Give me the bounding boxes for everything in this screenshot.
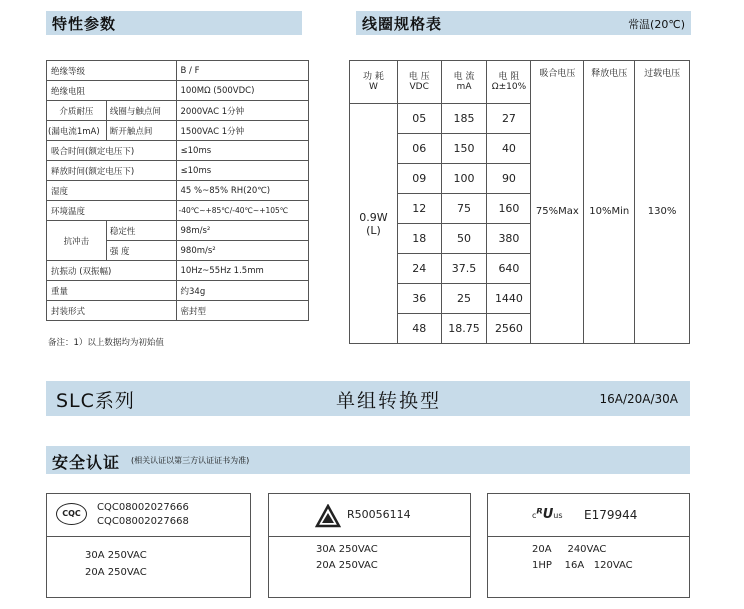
- cert-rating: 30A 250VAC: [85, 550, 147, 561]
- coil-voltage: 48: [397, 314, 441, 344]
- spec-group-label: 介质耐压: [47, 101, 107, 121]
- spec-group-label: 抗冲击: [47, 221, 107, 261]
- spec-value: ≤10ms: [176, 161, 308, 181]
- cert-header-bar: [46, 446, 690, 474]
- cqc-logo-icon: CQC: [56, 503, 87, 525]
- coil-resistance: 90: [487, 164, 531, 194]
- spec-value: 2000VAC 1分钟: [176, 101, 308, 121]
- coil-current: 50: [441, 224, 487, 254]
- table-row: [47, 121, 309, 141]
- series-type: 单组转换型: [336, 390, 442, 412]
- cert-box-ul: [487, 493, 690, 598]
- overload-value: 130%: [647, 206, 677, 217]
- spec-label: 环境温度: [47, 201, 177, 221]
- spec-label: 释放时间(额定电压下): [47, 161, 177, 181]
- spec-value: 1500VAC 1分钟: [176, 121, 308, 141]
- series-name: SLC系列: [56, 390, 135, 412]
- table-row: [47, 81, 309, 101]
- table-row: [47, 261, 309, 281]
- table-row: [47, 161, 309, 181]
- col-header-pickup: 吸合电压 75%Max: [531, 61, 584, 344]
- spec-label: 吸合时间(额定电压下): [47, 141, 177, 161]
- coil-current: 25: [441, 284, 487, 314]
- coil-resistance: 640: [487, 254, 531, 284]
- spec-value: 密封型: [176, 301, 308, 321]
- cert-code: E179944: [584, 508, 638, 522]
- coil-voltage: 18: [397, 224, 441, 254]
- cert-rating: 1HP 16A 120VAC: [532, 560, 633, 571]
- coil-voltage: 36: [397, 284, 441, 314]
- spec-sublabel: 线圈与触点间: [106, 101, 176, 121]
- power-value: 0.9W (L): [350, 104, 398, 344]
- cert-rating: 20A 250VAC: [316, 560, 378, 571]
- spec-value: 约34g: [176, 281, 308, 301]
- spec-label: 绝缘等级: [47, 61, 177, 81]
- col-header-overload: 过载电压 130%: [635, 61, 690, 344]
- spec-value: 45 %~85% RH(20℃): [176, 181, 308, 201]
- spec-sublabel: 强 度: [106, 241, 176, 261]
- pickup-value: 75%Max: [535, 206, 579, 217]
- cert-rating: 20A 250VAC: [85, 567, 147, 578]
- cert-rating: 30A 250VAC: [316, 544, 378, 555]
- coil-resistance: 2560: [487, 314, 531, 344]
- table-row: [47, 141, 309, 161]
- spec-value: 980m/s²: [176, 241, 308, 261]
- spec-value: 10Hz~55Hz 1.5mm: [176, 261, 308, 281]
- coil-resistance: 27: [487, 104, 531, 134]
- series-ratings: 16A/20A/30A: [599, 392, 678, 406]
- coil-voltage: 09: [397, 164, 441, 194]
- spec-value: B / F: [176, 61, 308, 81]
- spec-value: ≤10ms: [176, 141, 308, 161]
- table-row: [47, 301, 309, 321]
- series-bar: [46, 381, 690, 416]
- coil-header-bar: [356, 11, 691, 35]
- coil-current: 185: [441, 104, 487, 134]
- spec-label: 封装形式: [47, 301, 177, 321]
- cert-box-tuv: [268, 493, 471, 598]
- release-value: 10%Min: [589, 206, 630, 217]
- cert-note: (相关认证以第三方认证证书为准): [131, 456, 250, 465]
- coil-current: 150: [441, 134, 487, 164]
- coil-voltage: 05: [397, 104, 441, 134]
- tuv-triangle-icon: [315, 504, 341, 528]
- coil-table: [349, 60, 690, 344]
- coil-voltage: 06: [397, 134, 441, 164]
- spec-title: 特性参数: [52, 15, 117, 33]
- coil-resistance: 40: [487, 134, 531, 164]
- cert-code: CQC08002027668: [97, 516, 189, 527]
- spec-value: 98m/s²: [176, 221, 308, 241]
- coil-condition: 常温(20℃): [628, 18, 685, 31]
- spec-sublabel: 稳定性: [106, 221, 176, 241]
- coil-resistance: 160: [487, 194, 531, 224]
- spec-footnote: 备注：1）以上数据均为初始值: [48, 338, 164, 348]
- coil-voltage: 12: [397, 194, 441, 224]
- spec-header-bar: [46, 11, 302, 35]
- coil-current: 75: [441, 194, 487, 224]
- spec-value: 100MΩ (500VDC): [176, 81, 308, 101]
- table-row: [47, 181, 309, 201]
- spec-label: 重量: [47, 281, 177, 301]
- table-row: [47, 101, 309, 121]
- table-row: [47, 281, 309, 301]
- cert-rating: 20A 240VAC: [532, 544, 607, 555]
- col-header-voltage: 电 压 VDC: [397, 61, 441, 104]
- spec-value: -40℃~+85℃/-40℃~+105℃: [176, 201, 308, 221]
- ul-logo-icon: cᴿUus: [532, 507, 563, 522]
- coil-current: 18.75: [441, 314, 487, 344]
- coil-title: 线圈规格表: [362, 15, 443, 33]
- spec-table: [46, 60, 309, 321]
- col-header-current: 电 流 mA: [441, 61, 487, 104]
- spec-label: 抗振动 (双振幅): [47, 261, 177, 281]
- spec-label: 湿度: [47, 181, 177, 201]
- coil-current: 100: [441, 164, 487, 194]
- col-header-release: 释放电压 10%Min: [584, 61, 635, 344]
- cert-title: 安全认证: [52, 453, 121, 472]
- table-row: [47, 201, 309, 221]
- spec-group-label: (漏电流1mA): [47, 121, 107, 141]
- table-row: [47, 61, 309, 81]
- table-row: [47, 221, 309, 241]
- col-header-resistance: 电 阻 Ω±10%: [487, 61, 531, 104]
- cert-code: CQC08002027666: [97, 502, 189, 513]
- table-row: [350, 61, 690, 104]
- spec-sublabel: 断开触点间: [106, 121, 176, 141]
- spec-label: 绝缘电阻: [47, 81, 177, 101]
- coil-current: 37.5: [441, 254, 487, 284]
- coil-resistance: 1440: [487, 284, 531, 314]
- coil-voltage: 24: [397, 254, 441, 284]
- coil-resistance: 380: [487, 224, 531, 254]
- col-header-power: 功 耗 W: [350, 61, 398, 104]
- cert-box-cqc: [46, 493, 251, 598]
- cert-code: R50056114: [347, 508, 411, 521]
